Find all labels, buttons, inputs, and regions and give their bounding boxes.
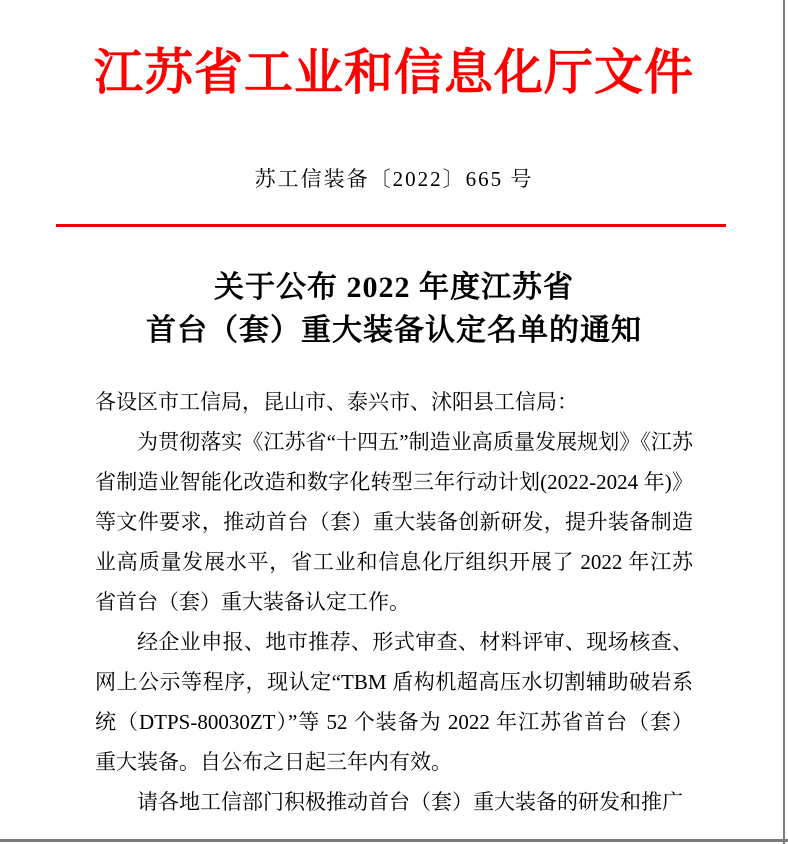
body-line: 网上公示等程序，现认定“TBM 盾构机超高压水切割辅助破岩系 [95, 670, 693, 694]
red-divider-rule [56, 224, 726, 227]
document-title-line1: 关于公布 2022 年度江苏省 [214, 271, 574, 304]
body-line: 经企业申报、地市推荐、形式审查、材料评审、现场核查、 [137, 630, 693, 654]
body-line: 统（DTPS-80030ZT）”等 52 个装备为 2022 年江苏省首台（套） [95, 710, 693, 734]
body-line: 省首台（套）重大装备认定工作。 [95, 590, 410, 614]
body-line: 请各地工信部门积极推动首台（套）重大装备的研发和推广 [137, 790, 683, 814]
body-line-salutation: 各设区市工信局，昆山市、泰兴市、沭阳县工信局： [95, 390, 578, 414]
scan-edge-bottom-border [0, 839, 788, 842]
document-body [95, 382, 693, 822]
scan-edge-right-border [783, 0, 785, 844]
document-number: 苏工信装备〔2022〕665 号 [254, 167, 534, 191]
body-line: 等文件要求，推动首台（套）重大装备创新研发，提升装备制造 [95, 510, 693, 534]
body-line: 业高质量发展水平，省工业和信息化厅组织开展了 2022 年江苏 [95, 550, 693, 574]
body-line: 重大装备。自公布之日起三年内有效。 [95, 750, 452, 774]
body-line: 省制造业智能化改造和数字化转型三年行动计划(2022-2024 年)》 [95, 470, 693, 494]
agency-header-title: 江苏省工业和信息化厅文件 [93, 45, 694, 100]
document-title-line2: 首台（套）重大装备认定名单的通知 [146, 314, 642, 347]
document-title [0, 266, 788, 352]
body-line: 为贯彻落实《江苏省“十四五”制造业高质量发展规划》《江苏 [137, 430, 693, 454]
